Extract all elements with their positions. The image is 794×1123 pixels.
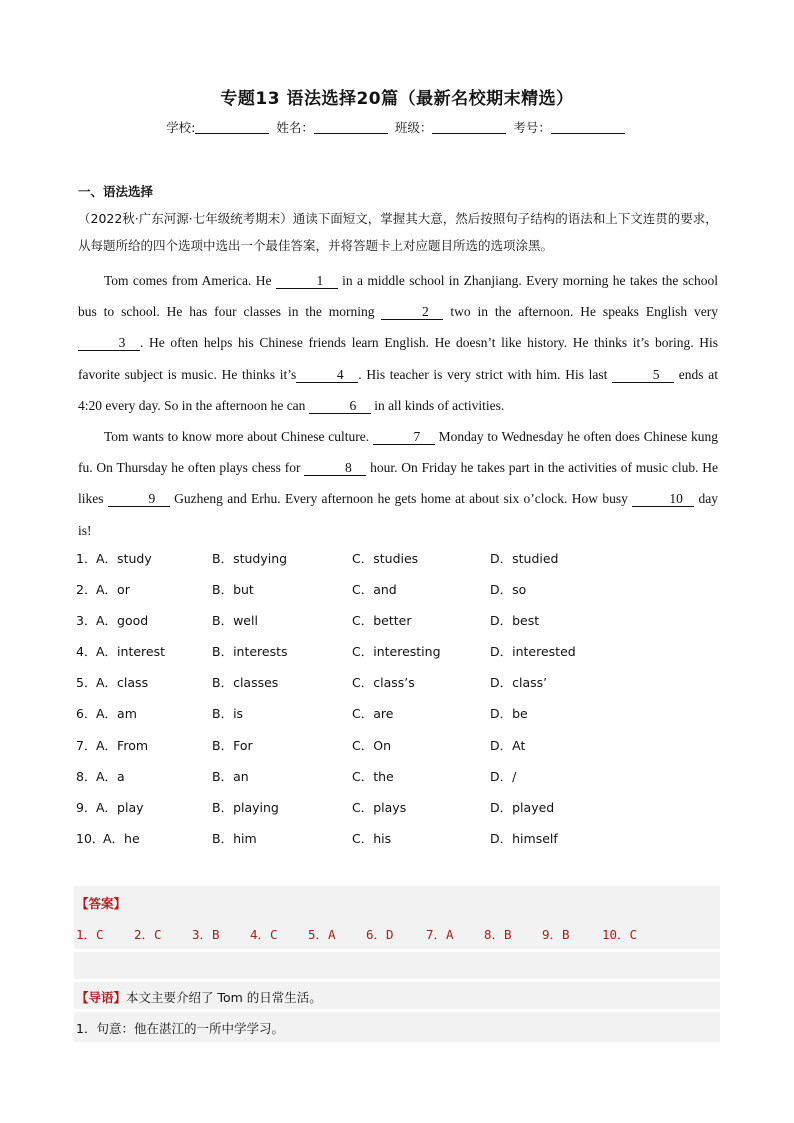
option-b[interactable]: B．him <box>212 830 257 846</box>
question-number: 8． <box>76 768 97 784</box>
blank-9: 9 <box>108 491 170 507</box>
option-c[interactable]: C．are <box>352 706 394 722</box>
answer-item: 8．B <box>484 927 512 942</box>
reading-passage <box>78 265 718 546</box>
option-c[interactable]: C．studies <box>352 551 419 566</box>
option-d[interactable]: D．himself <box>490 830 558 846</box>
question-number: 2． <box>76 582 97 598</box>
question-number: 5． <box>76 675 97 691</box>
section-heading: 一、语法选择 <box>78 184 154 199</box>
exam-number-label: 考号： <box>513 120 551 135</box>
option-c[interactable]: C．On <box>352 737 391 753</box>
question-row <box>76 826 716 857</box>
option-d[interactable]: D．At <box>490 737 526 753</box>
option-b[interactable]: B．interests <box>212 644 288 660</box>
question-row <box>76 546 716 577</box>
answer-item: 4．C <box>250 927 278 942</box>
option-a[interactable]: A．am <box>96 706 137 722</box>
class-blank[interactable] <box>432 121 506 134</box>
option-a[interactable]: A．class <box>96 675 149 691</box>
option-b[interactable]: B．For <box>212 737 253 753</box>
option-d[interactable]: D．best <box>490 613 540 629</box>
option-c[interactable]: C．his <box>352 830 392 846</box>
answer-item: 2．C <box>134 927 162 942</box>
option-a[interactable]: A．or <box>96 582 130 598</box>
option-c[interactable]: C．better <box>352 613 412 629</box>
option-a[interactable]: A．interest <box>96 644 166 660</box>
section-instruction: （2022秋·广东河源·七年级统考期末）通读下面短文，掌握其大意，然后按照句子结构的语法和上下文连贯的要求，从每题所给的四个选项中选出一个最佳答案，并将答题卡上对应题目所选的选项涂黑。 <box>78 211 718 253</box>
question-number: 4． <box>76 644 97 660</box>
school-blank[interactable] <box>195 121 269 134</box>
option-a[interactable]: A．good <box>96 613 149 629</box>
blank-10: 10 <box>632 491 694 507</box>
blank-1: 1 <box>276 273 338 289</box>
option-d[interactable]: D．be <box>490 706 528 722</box>
option-a[interactable]: A．play <box>96 799 144 815</box>
question-row <box>76 608 716 639</box>
answer-item: 1．C <box>76 927 104 942</box>
name-blank[interactable] <box>314 121 388 134</box>
option-d[interactable]: D．class’ <box>490 675 548 691</box>
option-c[interactable]: C．class’s <box>352 675 415 691</box>
student-info-line <box>0 118 794 136</box>
answer-item: 10．C <box>602 927 638 942</box>
answer-item: 9．B <box>542 927 570 942</box>
question-row <box>76 764 716 795</box>
explanation-text: 1．句意：他在湛江的一所中学学习。 <box>76 1021 284 1036</box>
question-number: 6． <box>76 706 97 722</box>
answer-item: 5．A <box>308 927 336 942</box>
option-d[interactable]: D．so <box>490 582 527 598</box>
guide-text: 本文主要介绍了 Tom 的日常生活。 <box>126 990 322 1005</box>
passage-paragraph-1: Tom comes from America. He 1 in a middle school in Zhanjiang. Every morning he takes the school bus to school. He has four classes in the morning 2 two in the afternoon. He speaks English very 3 . He often helps his Chinese friends learn English. He doesn’t like history. He thinks it’s boring. His favorite subject is music. He thinks it’s 4 . His teacher is very strict with him. His last 5 ends at 4:20 every day. So in the afternoon he can 6 in all kinds of activities. <box>78 273 718 413</box>
question-number: 1． <box>76 551 97 566</box>
option-d[interactable]: D．interested <box>490 644 576 660</box>
option-c[interactable]: C．the <box>352 768 394 784</box>
blank-6: 6 <box>309 398 371 414</box>
option-b[interactable]: B．playing <box>212 799 279 815</box>
blank-3: 3 <box>78 335 140 351</box>
option-d[interactable]: D．/ <box>490 768 517 784</box>
blank-4: 4 <box>296 367 358 383</box>
option-c[interactable]: C．plays <box>352 799 407 815</box>
spacer-panel <box>74 952 720 979</box>
option-c[interactable]: C．interesting <box>352 644 441 660</box>
question-row <box>76 577 716 608</box>
question-row <box>76 670 716 701</box>
option-a[interactable]: A．study <box>96 551 152 566</box>
question-row <box>76 733 716 764</box>
question-row <box>76 795 716 826</box>
option-b[interactable]: B．but <box>212 582 254 598</box>
answer-item: 7．A <box>426 927 454 942</box>
question-number: 10． <box>76 830 105 846</box>
option-b[interactable]: B．an <box>212 768 249 784</box>
option-c[interactable]: C．and <box>352 582 397 598</box>
question-number: 7． <box>76 737 97 753</box>
option-b[interactable]: B．studying <box>212 551 288 566</box>
option-b[interactable]: B．well <box>212 613 258 629</box>
school-label: 学校: <box>166 120 196 135</box>
blank-2: 2 <box>381 304 443 320</box>
option-a[interactable]: A．a <box>96 768 125 784</box>
answer-label: 【答案】 <box>76 896 127 911</box>
question-options <box>76 546 716 857</box>
option-b[interactable]: B．classes <box>212 675 279 691</box>
question-row <box>76 701 716 732</box>
guide-line <box>76 988 322 1006</box>
option-b[interactable]: B．is <box>212 706 244 722</box>
option-a[interactable]: A．From <box>96 737 149 753</box>
exam-number-blank[interactable] <box>551 121 625 134</box>
option-d[interactable]: D．played <box>490 799 555 815</box>
name-label: 姓名： <box>276 120 314 135</box>
guide-label: 【导语】 <box>76 990 127 1005</box>
option-a[interactable]: A．he <box>103 830 140 846</box>
question-number: 9． <box>76 799 97 815</box>
question-row <box>76 639 716 670</box>
blank-8: 8 <box>304 460 366 476</box>
answer-item: 3．B <box>192 927 220 942</box>
document-title: 专题13 语法选择20篇（最新名校期末精选） <box>220 89 574 109</box>
question-number: 3． <box>76 613 97 629</box>
option-d[interactable]: D．studied <box>490 551 559 566</box>
class-label: 班级： <box>394 120 433 135</box>
blank-7: 7 <box>373 429 435 445</box>
blank-5: 5 <box>612 367 674 383</box>
passage-paragraph-2: Tom wants to know more about Chinese culture. 7 Monday to Wednesday he often does Chinese kung fu. On Thursday he often plays chess for 8 hour. On Friday he takes part in the activities of music club. He likes 9 Guzheng and Erhu. Every afternoon he gets home at about six o’clock. How busy 10 day is! <box>78 429 719 538</box>
answer-item: 6．D <box>366 927 394 942</box>
